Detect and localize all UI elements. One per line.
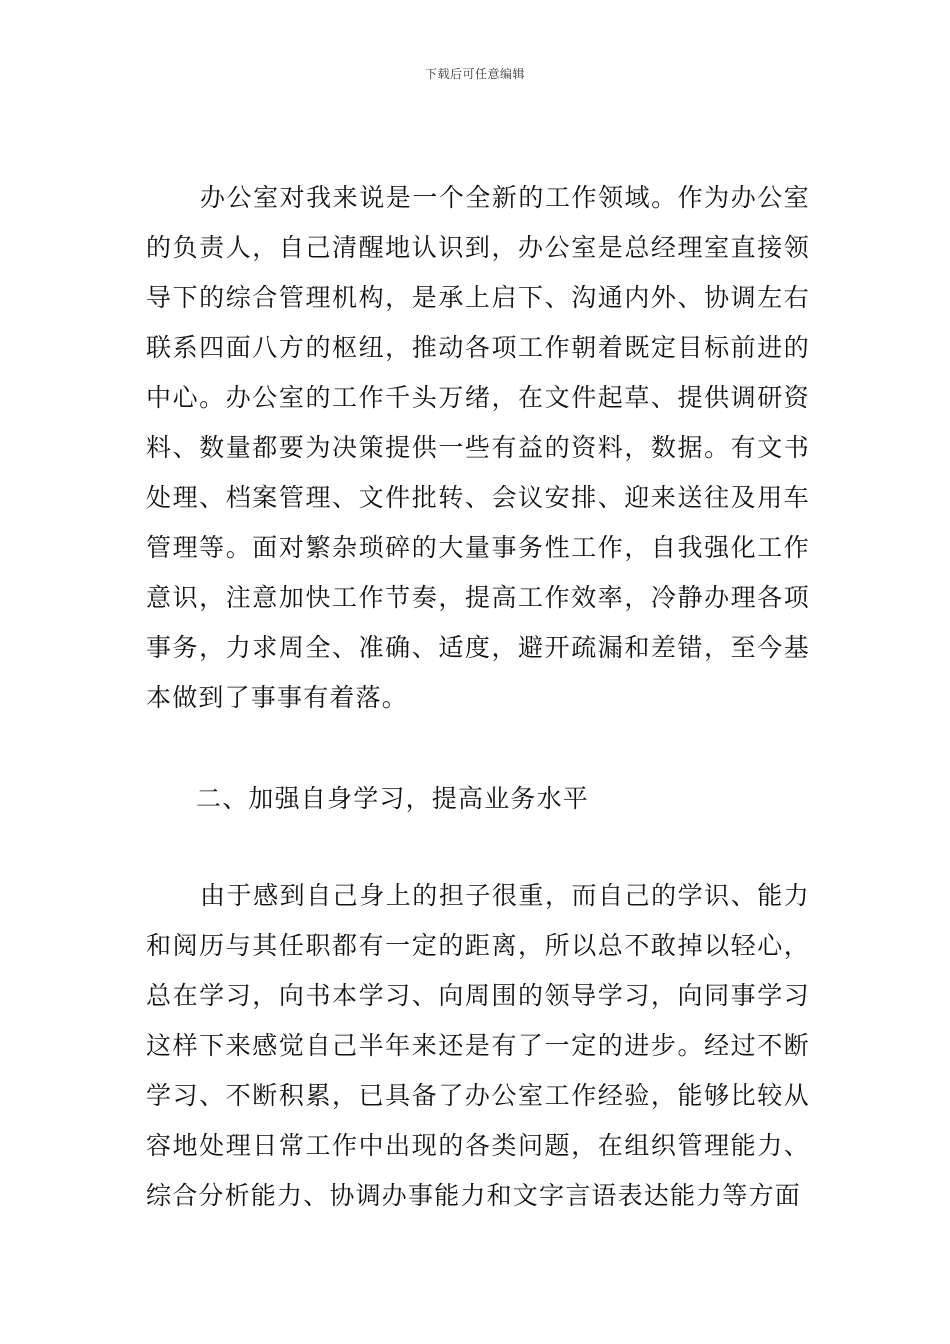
header-note: 下载后可任意编辑 — [424, 67, 525, 81]
body-paragraph-1: 办公室对我来说是一个全新的工作领域。作为办公室的负责人，自己清醒地认识到，办公室是总经理室直接领导下的综合管理机构，是承上启下、沟通内外、协调左右联系四面八方的枢纽，推动各项工作朝着既定目标前进的中心。办公室的工作千头万绪，在文件起草、提供调研资料、数量都要为决策提供一些有益的资料，数据。有文书处理、档案管理、文件批转、会议安排、迎来送往及用车管理等。面对繁杂琐碎的大量事务性工作，自我强化工作意识，注意加快工作节奏，提高工作效率，冷静办理各项事务，力求周全、准确、适度，避开疏漏和差错，至今基本做到了事事有着落。 — [146, 183, 810, 712]
body-paragraph-2: 由于感到自己身上的担子很重，而自己的学识、能力和阅历与其任职都有一定的距离，所以总不敢掉以轻心，总在学习，向书本学习、向周围的领导学习，向同事学习这样下来感觉自己半年来还是有了一定的进步。经过不断学习、不断积累，已具备了办公室工作经验，能够比较从容地处理日常工作中出现的各类问题，在组织管理能力、综合分析能力、协调办事能力和文字言语表达能力等方面 — [146, 881, 810, 1210]
section-heading: 二、加强自身学习，提高业务水平 — [196, 784, 590, 813]
